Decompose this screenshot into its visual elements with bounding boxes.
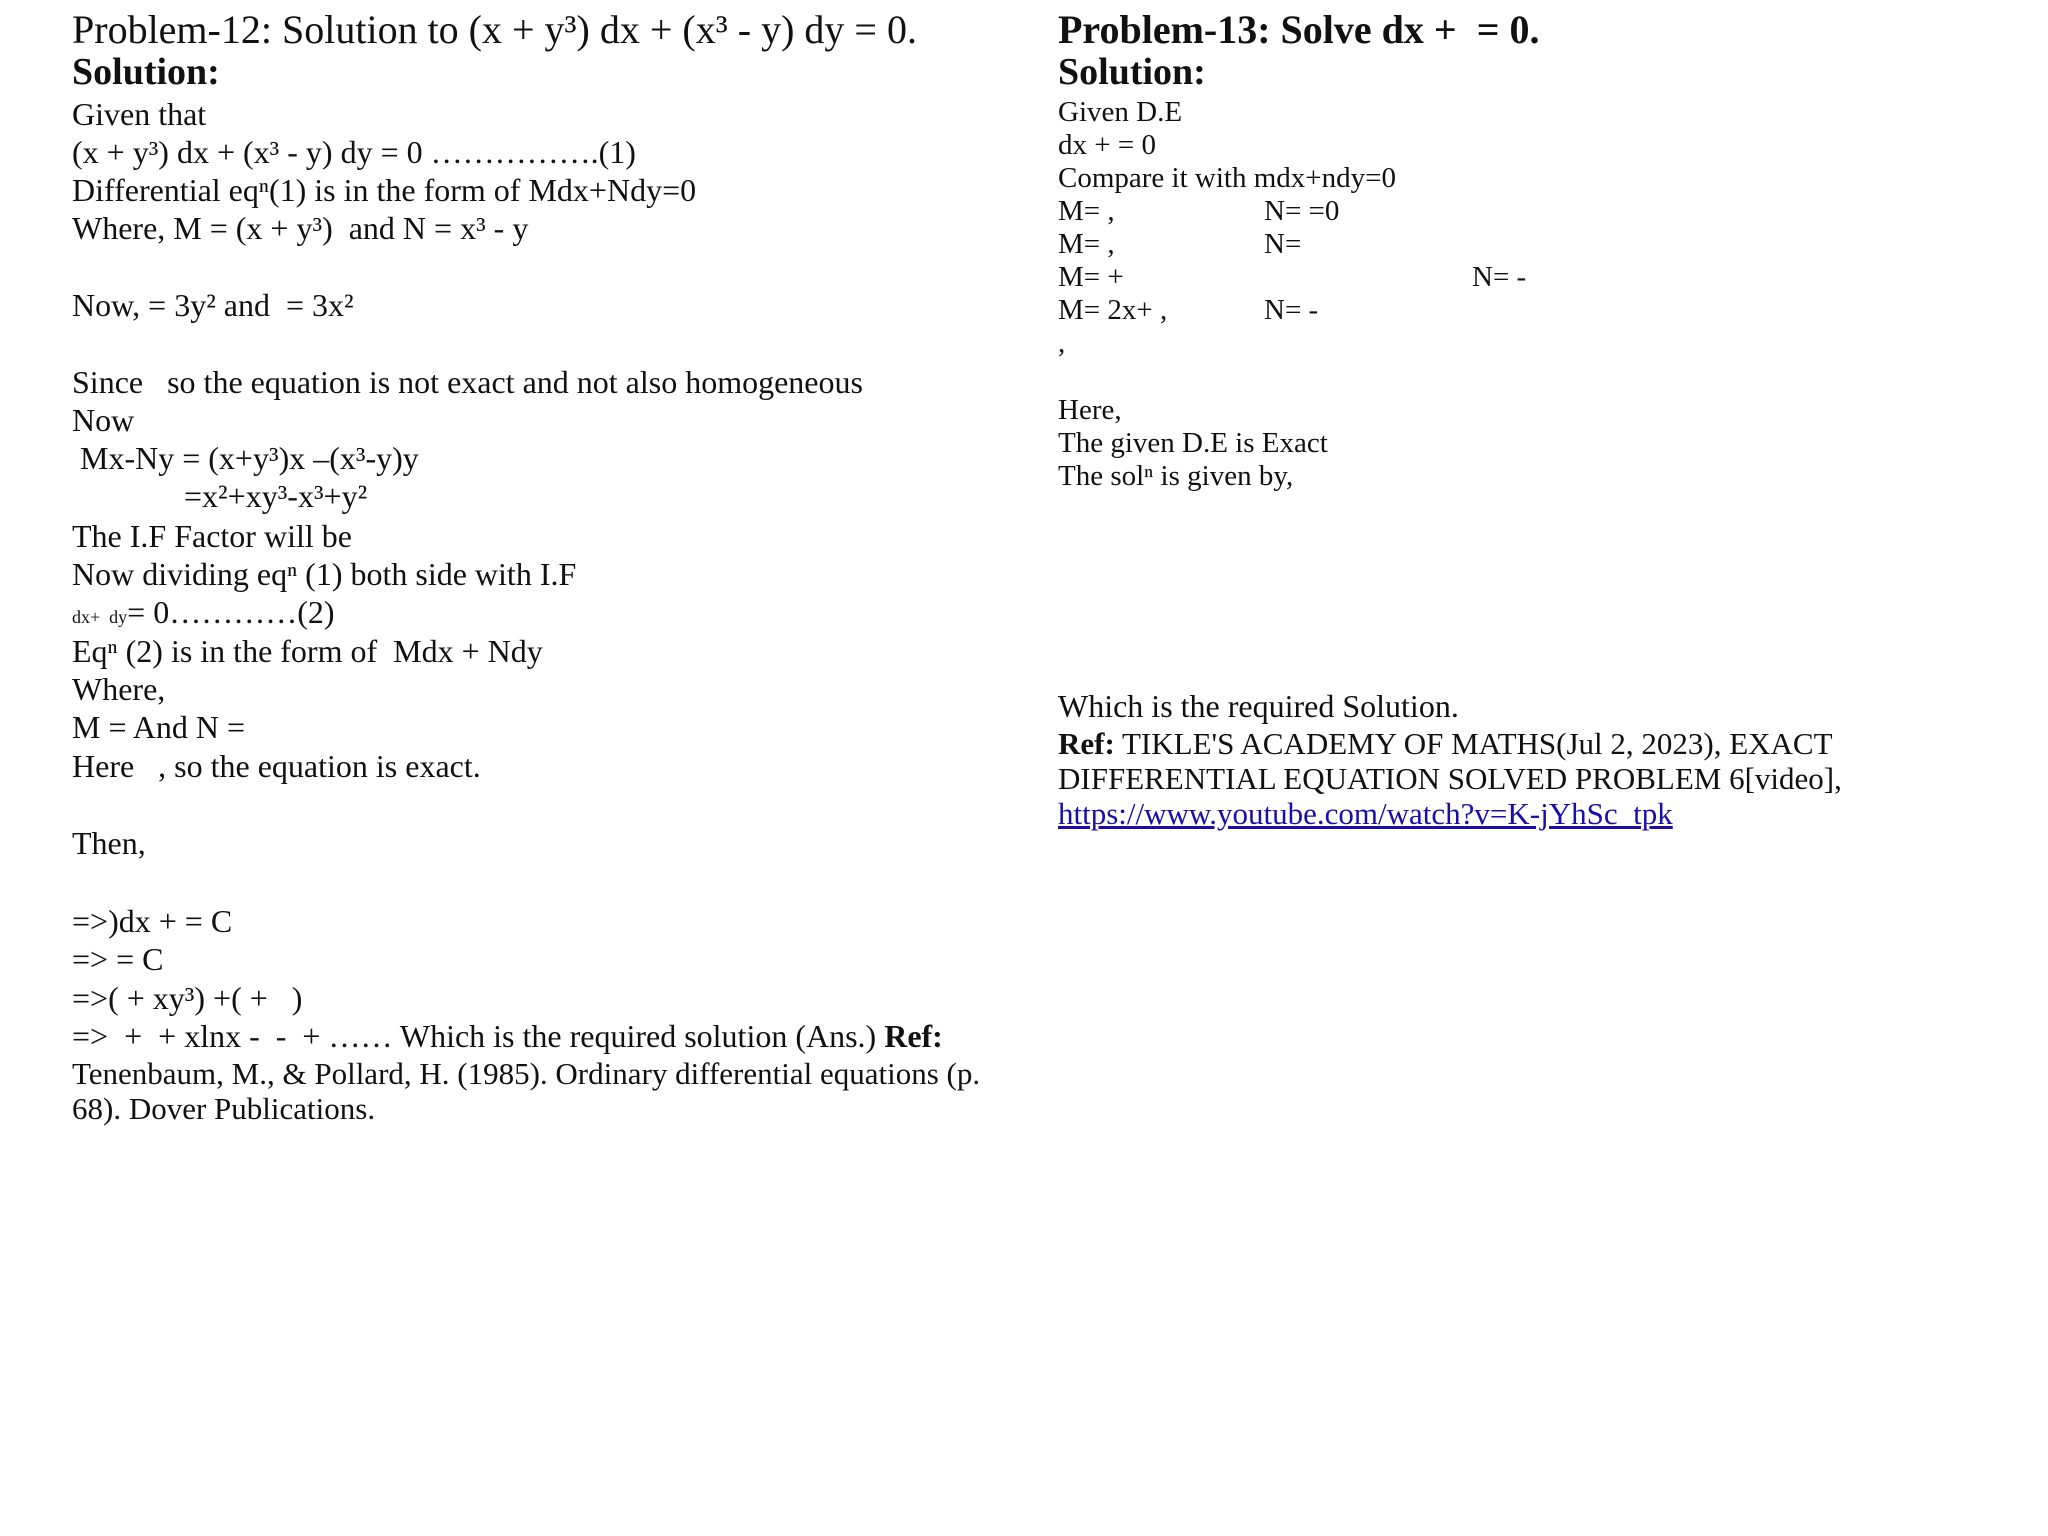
ref-label: Ref: (884, 1018, 943, 1054)
text-line: The solⁿ is given by, (1058, 460, 1294, 492)
text-line: =>( + xy³) +( + ) (72, 980, 303, 1016)
text-line: => = C (72, 941, 164, 977)
text-line: Here, (1058, 394, 1122, 426)
m-value: M= , (1058, 228, 1115, 260)
text-line: =x²+xy³-x³+y² (72, 478, 368, 514)
reference-line-2: 68). Dover Publications. (72, 1091, 376, 1126)
required-solution-text: Which is the required Solution. (1058, 688, 1459, 724)
text-line: =>)dx + = C (72, 903, 233, 939)
equation-2: = 0…………(2) (127, 594, 335, 630)
text-line: Since so the equation is not exact and not also homogeneous (72, 364, 863, 400)
ref-text: TIKLE'S ACADEMY OF MATHS(Jul 2, 2023), EXACT (1114, 726, 1833, 761)
text-line: The given D.E is Exact (1058, 427, 1328, 459)
text-line: Given D.E (1058, 96, 1183, 128)
text-line: Where, (72, 671, 166, 707)
problem-12-title: Problem-12: Solution to (x + y³) dx + (x³ - y) dy = 0. (72, 7, 917, 52)
m-value: M= + (1058, 261, 1124, 293)
text-line: dx + = 0 (1058, 129, 1156, 161)
reference-line-2: DIFFERENTIAL EQUATION SOLVED PROBLEM 6[video], (1058, 761, 1842, 796)
text-line: Then, (72, 825, 146, 861)
n-value: N= - (1264, 294, 1319, 326)
equation-2-line (72, 594, 335, 631)
text-line: Where, M = (x + y³) and N = x³ - y (72, 210, 529, 246)
answer-text: => + + xlnx - - + …… Which is the required solution (Ans.) (72, 1018, 885, 1054)
text-line: Compare it with mdx+ndy=0 (1058, 162, 1396, 194)
text-line: The I.F Factor will be (72, 518, 352, 554)
solution-heading: Solution: (1058, 51, 1206, 93)
solution-heading: Solution: (72, 51, 220, 93)
problem-13-title: Problem-13: Solve dx + = 0. (1058, 7, 1540, 52)
reference-line-1: Tenenbaum, M., & Pollard, H. (1985). Ordinary differential equations (p. (72, 1056, 981, 1091)
text-line: Now, = 3y² and = 3x² (72, 287, 354, 323)
n-value: N= (1264, 228, 1302, 260)
reference-line-1 (1058, 726, 1833, 762)
text-line: Eqⁿ (2) is in the form of Mdx + Ndy (72, 633, 543, 669)
text-line: Differential eqⁿ(1) is in the form of Mdx+Ndy=0 (72, 172, 697, 208)
text-line: Given that (72, 96, 207, 132)
m-value: M= 2x+ , (1058, 294, 1168, 326)
n-value: N= - (1472, 261, 1527, 293)
ref-label: Ref: (1058, 726, 1115, 761)
text-line: (x + y³) dx + (x³ - y) dy = 0 …………….(1) (72, 134, 636, 170)
text-line: Now dividing eqⁿ (1) both side with I.F (72, 556, 577, 592)
text-line: M = And N = (72, 709, 245, 745)
n-value: N= =0 (1264, 195, 1340, 227)
reference-link[interactable]: https://www.youtube.com/watch?v=K-jYhSc_tpk (1058, 796, 1673, 831)
answer-line (72, 1018, 943, 1055)
text-line: Mx-Ny = (x+y³)x –(x³-y)y (72, 440, 419, 476)
small-prefix: dx+ dy (72, 607, 128, 627)
text-line: Here , so the equation is exact. (72, 748, 481, 784)
comma-line: , (1058, 327, 1066, 359)
m-value: M= , (1058, 195, 1115, 227)
text-line: Now (72, 402, 135, 438)
